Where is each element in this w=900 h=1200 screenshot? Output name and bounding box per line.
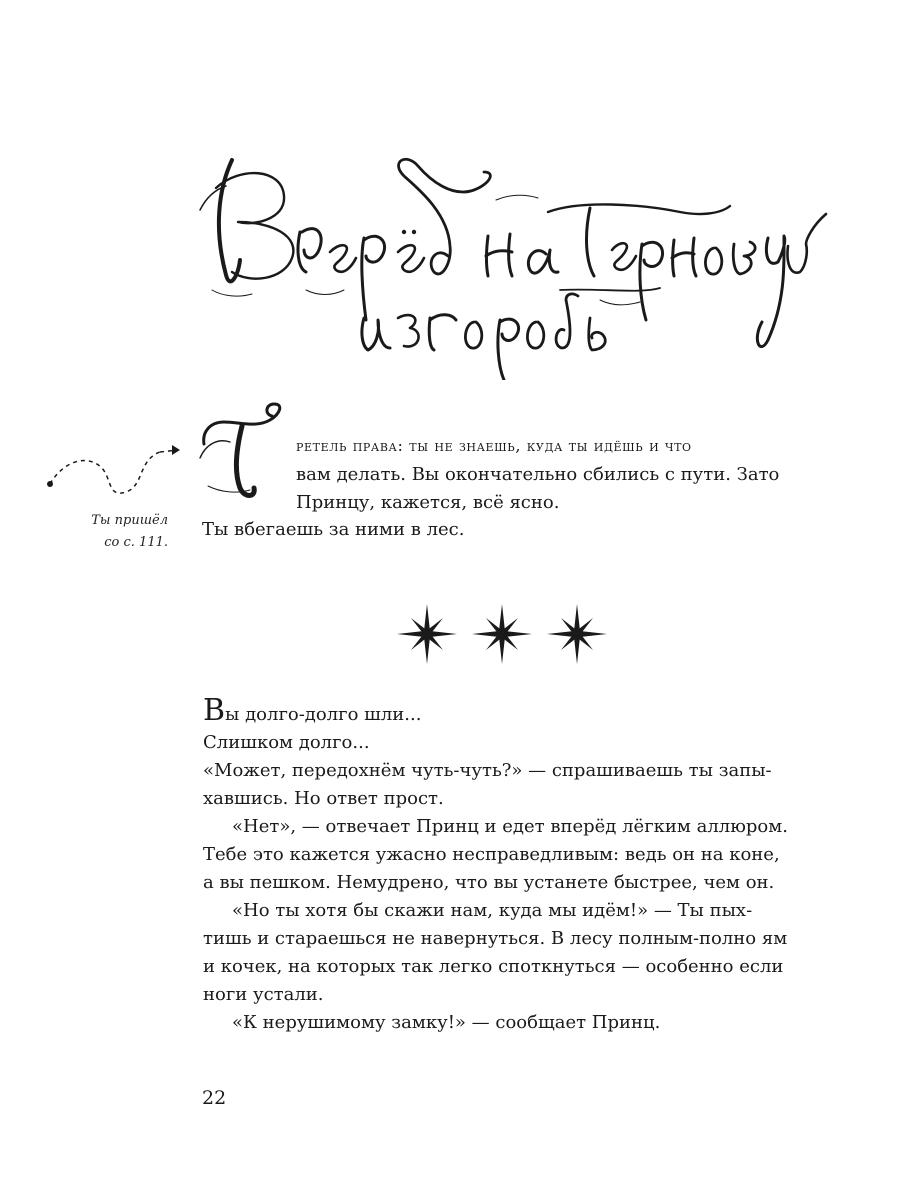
- intro-line: Принцу, кажется, всё ясно.: [296, 492, 560, 513]
- star-icon: [397, 604, 457, 664]
- body-line-text: ы долго-долго шли...: [225, 704, 422, 725]
- sidenote: [40, 510, 168, 554]
- dotted-path-arrow-icon: [40, 440, 185, 500]
- body-line: [203, 693, 823, 729]
- calligraphy-title: [0, 0, 900, 380]
- body-line: «Может, передохнём чуть-чуть?» — спрашиваешь ты запы-: [203, 760, 772, 781]
- star-icon: [547, 604, 607, 664]
- body-line: Слишком долго...: [203, 732, 370, 753]
- sidenote-line: Ты пришёл: [91, 513, 168, 528]
- body-line: «Нет», — отвечает Принц и едет вперёд лёгким аллюром.: [232, 816, 788, 837]
- sidenote-line: со с. 111.: [104, 535, 168, 550]
- body-line: «К нерушимому замку!» — сообщает Принц.: [232, 1012, 661, 1033]
- body-line: «Но ты хотя бы скажи нам, куда мы идём!» — Ты пых-: [232, 900, 753, 921]
- intro-line: Ты вбегаешь за ними в лес.: [202, 519, 465, 540]
- page-number: 22: [202, 1087, 227, 1109]
- body-line: тишь и стараешься не навернуться. В лесу полным-полно ям: [203, 928, 788, 949]
- body-cap: В: [203, 693, 226, 728]
- body-line: и кочек, на которых так легко споткнуться — особенно если: [203, 956, 784, 977]
- intro-line: ретель права: ты не знаешь, куда ты идёшь и что: [296, 436, 692, 455]
- intro-line: вам делать. Вы окончательно сбились с пути. Зато: [296, 464, 780, 485]
- body-line: хавшись. Но ответ прост.: [203, 788, 444, 809]
- body-line: а вы пешком. Немудрено, что вы устанете быстрее, чем он.: [203, 872, 775, 893]
- body-line: ноги устали.: [203, 984, 324, 1005]
- drop-cap: [196, 398, 296, 508]
- star-divider: [395, 600, 615, 670]
- star-icon: [472, 604, 532, 664]
- body-text: [203, 693, 823, 1037]
- body-line: Тебе это кажется ужасно несправедливым: ведь он на коне,: [203, 844, 780, 865]
